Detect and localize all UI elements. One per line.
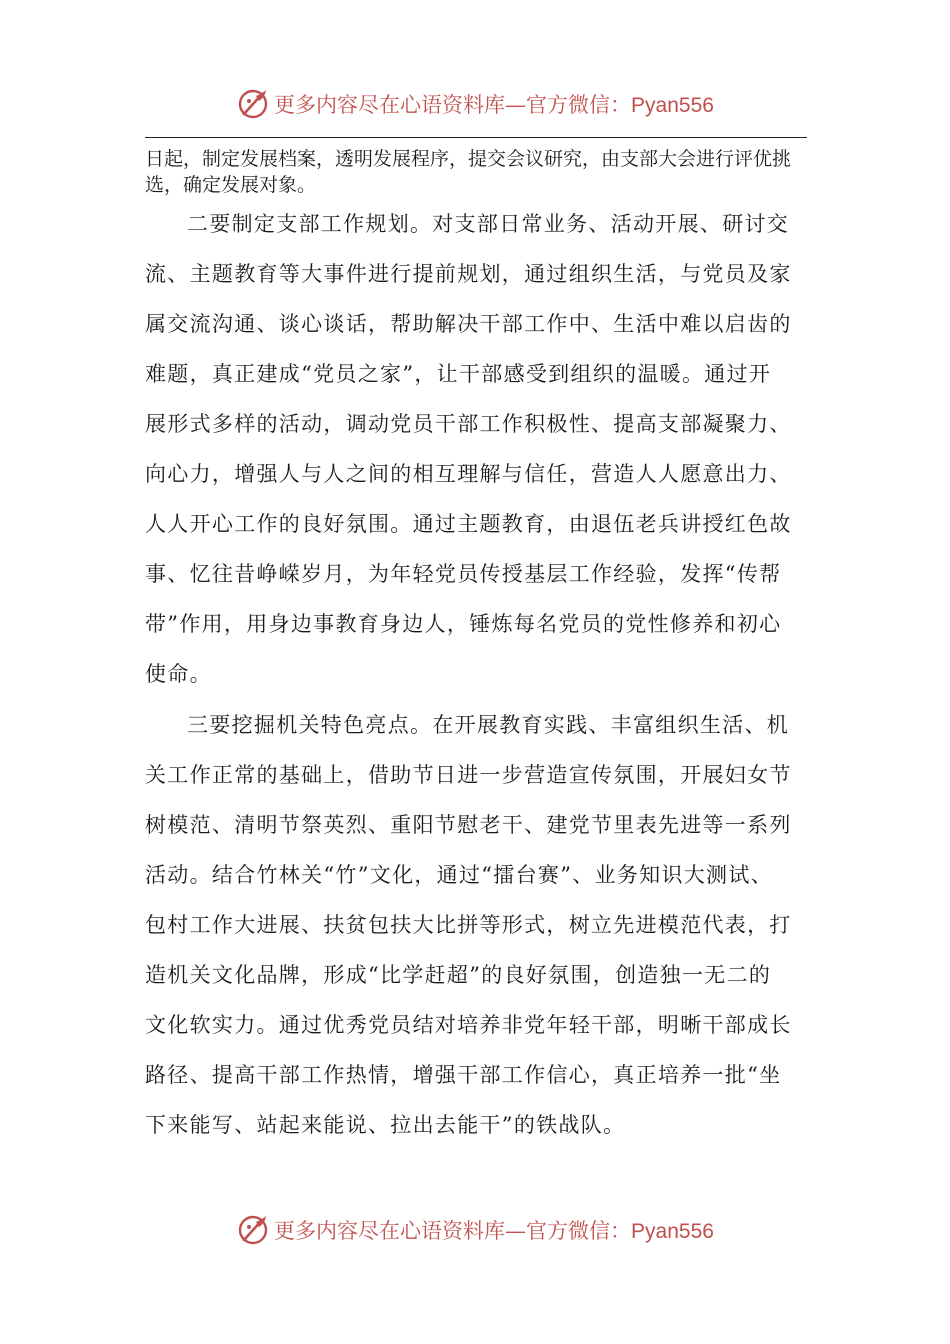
paragraph-branch-work-plan (145, 199, 807, 699)
footer-watermark-text: 更多内容尽在心语资料库—官方微信：Pyan556 (274, 1219, 714, 1243)
header-wechat-id: Pyan556 (631, 94, 714, 117)
text-line: 二要制定支部工作规划。对支部日常业务、活动开展、研讨交 (187, 212, 790, 236)
text-line: 包村工作大进展、扶贫包扶大比拼等形式，树立先进模范代表，打 (145, 913, 792, 937)
text-line: 树模范、清明节祭英烈、重阳节慰老干、建党节里表先进等一系列 (145, 813, 792, 837)
text-line: 造机关文化品牌，形成“比学赶超”的良好氛围，创造独一无二的 (145, 963, 772, 987)
text-line: 文化软实力。通过优秀党员结对培养非党年轻干部，明晰干部成长 (145, 1013, 792, 1037)
text-line: 人人开心工作的良好氛围。通过主题教育，由退伍老兵讲授红色故 (145, 512, 792, 536)
text-line: 展形式多样的活动，调动党员干部工作积极性、提高支部凝聚力、 (145, 412, 792, 436)
quill-seal-icon (236, 87, 270, 121)
text-line: 使命。 (145, 662, 212, 686)
text-line: 属交流沟通、谈心谈话，帮助解决干部工作中、生活中难以启齿的 (145, 312, 792, 336)
text-line: 流、主题教育等大事件进行提前规划，通过组织生活，与党员及家 (145, 262, 792, 286)
quill-seal-icon (236, 1213, 270, 1247)
text-line: 路径、提高干部工作热情，增强干部工作信心，真正培养一批“坐 (145, 1063, 782, 1087)
footer-watermark-banner (0, 1210, 950, 1250)
header-watermark-text: 更多内容尽在心语资料库—官方微信：Pyan556 (274, 93, 714, 117)
text-line: 关工作正常的基础上，借助节日进一步营造宣传氛围，开展妇女节 (145, 763, 792, 787)
text-line: 活动。结合竹林关“竹”文化，通过“擂台赛”、业务知识大测试、 (145, 863, 773, 887)
text-line: 带”作用，用身边事教育身边人，锤炼每名党员的党性修养和初心 (145, 612, 782, 636)
text-line: 日起，制定发展档案，透明发展程序，提交会议研究，由支部大会进行评优挑 (145, 148, 792, 170)
text-line: 三要挖掘机关特色亮点。在开展教育实践、丰富组织生活、机 (187, 713, 790, 737)
paragraph-agency-highlights (145, 700, 807, 1150)
header-watermark-banner (0, 84, 950, 124)
text-line: 下来能写、站起来能说、拉出去能干”的铁战队。 (145, 1113, 626, 1137)
text-line: 事、忆往昔峥嵘岁月，为年轻党员传授基层工作经验，发挥“传帮 (145, 562, 782, 586)
footer-wechat-id: Pyan556 (631, 1220, 714, 1243)
text-line: 选，确定发展对象。 (145, 174, 317, 196)
text-line: 难题，真正建成“党员之家”，让干部感受到组织的温暖。通过开 (145, 362, 772, 386)
continuation-text (145, 146, 807, 198)
text-line: 向心力，增强人与人之间的相互理解与信任，营造人人愿意出力、 (145, 462, 792, 486)
header-rule (145, 137, 807, 138)
